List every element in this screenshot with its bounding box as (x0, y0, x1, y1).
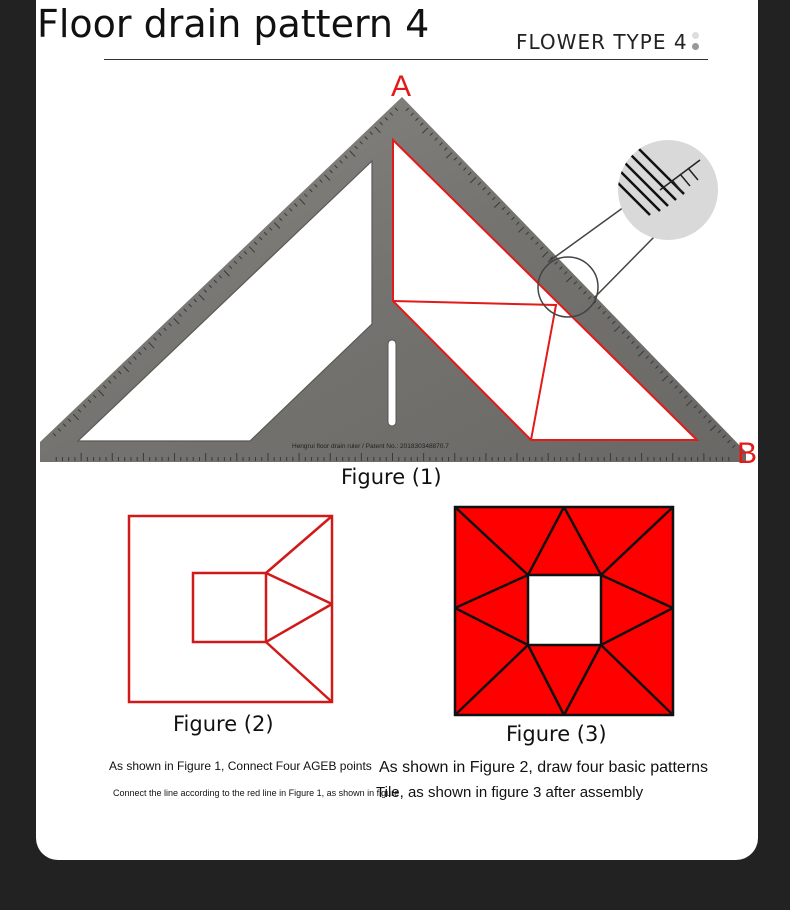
page-title: Floor drain pattern 4 (37, 2, 430, 46)
page-subtitle: FLOWER TYPE 4 (516, 30, 688, 54)
instruction-right-2: Tile, as shown in figure 3 after assembly (376, 784, 644, 801)
figure-2-outline (120, 510, 340, 710)
figure-2-caption: Figure (2) (173, 712, 274, 736)
label-point-b: B (737, 437, 758, 470)
figure-3-caption: Figure (3) (506, 722, 607, 746)
label-point-a: A (391, 70, 412, 103)
ruler-slot (388, 340, 396, 426)
instruction-right-1: As shown in Figure 2, draw four basic patterns (379, 759, 709, 776)
ruler-imprint: Hengrui floor drain ruler / Patent No.: 201830348870.7 (292, 443, 449, 450)
instruction-left-1: As shown in Figure 1, Connect Four AGEB points (109, 759, 372, 773)
figure-1-caption: Figure (1) (341, 465, 442, 489)
figure-3-assembled (453, 505, 675, 719)
instruction-left-2: Connect the line according to the red line in Figure 1, as shown in figure (113, 788, 400, 798)
